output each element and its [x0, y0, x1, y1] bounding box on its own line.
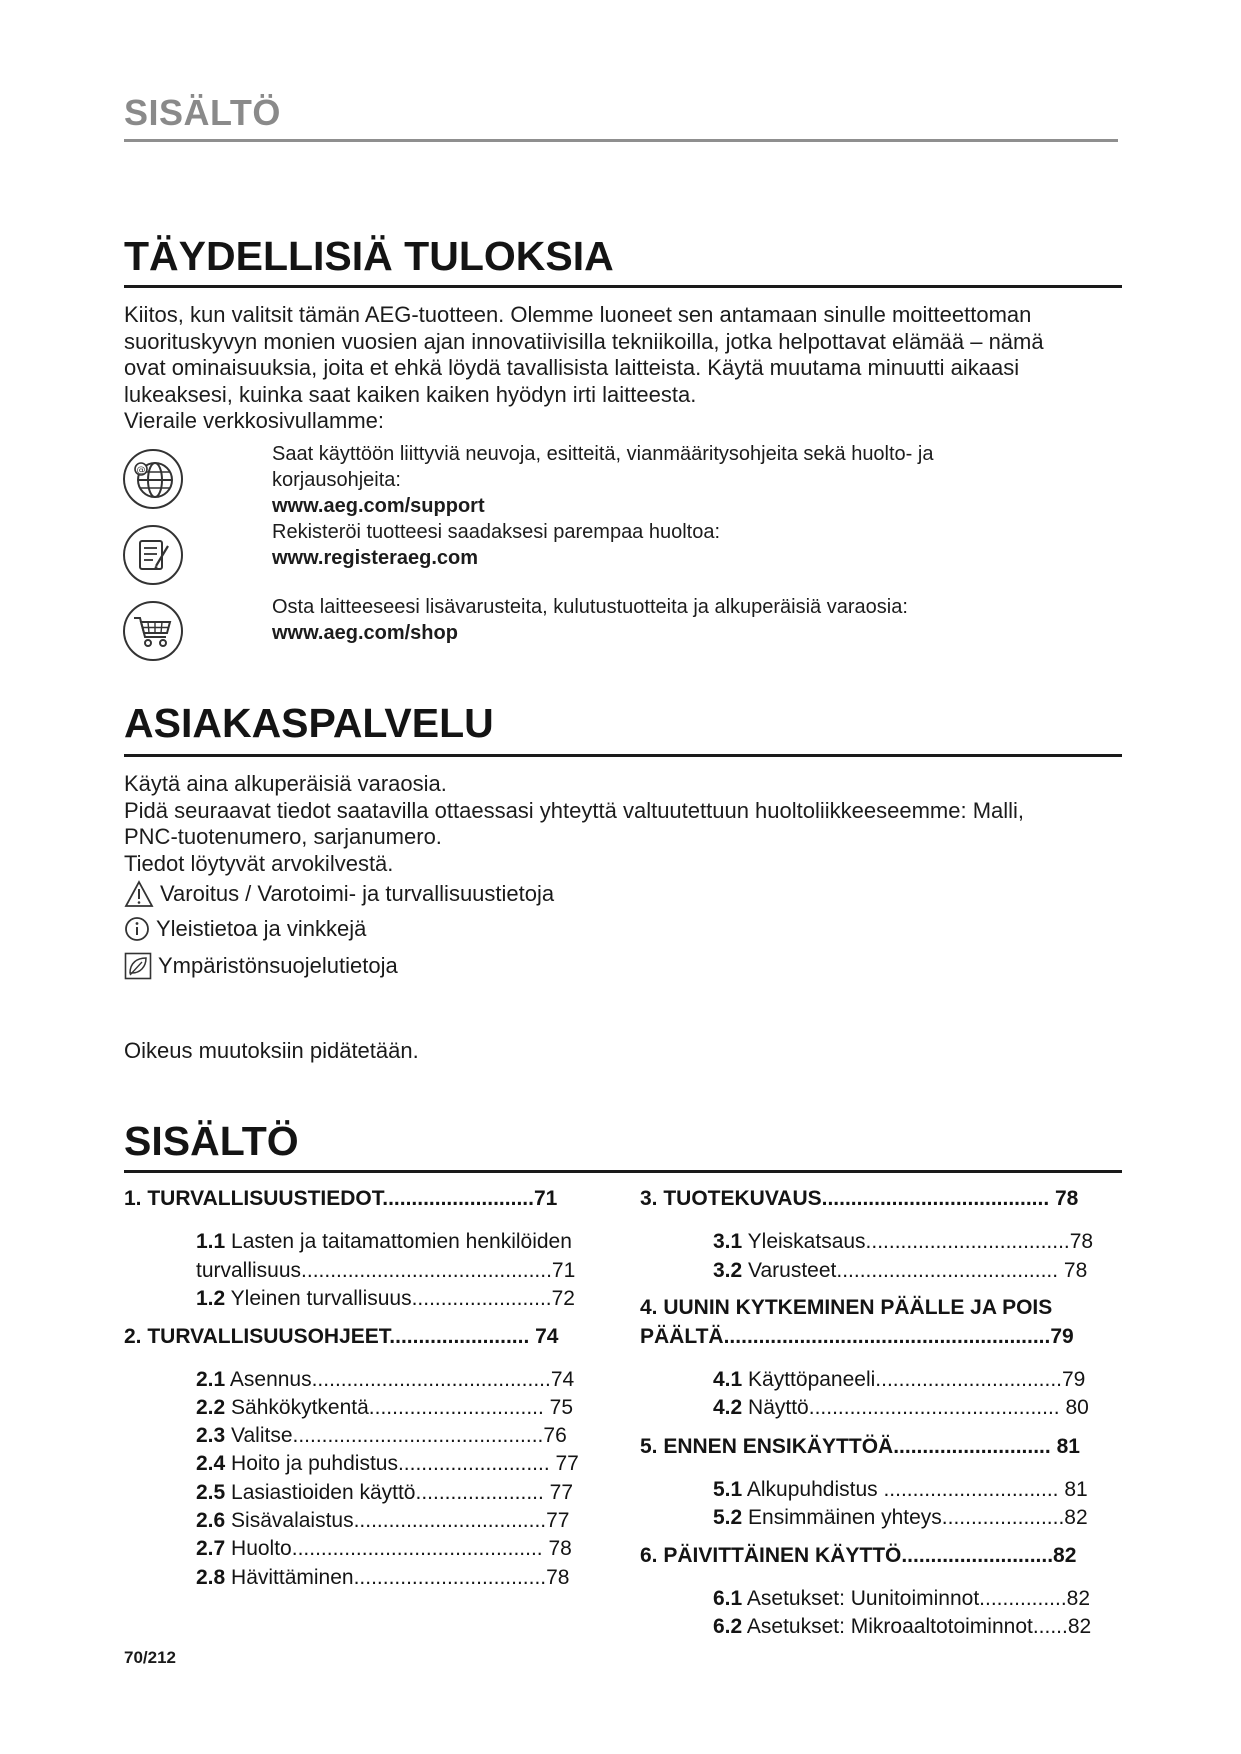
toc-item[interactable]: 2.3 Valitse...........................................76	[196, 1424, 567, 1447]
service-heading: ASIAKASPALVELU	[124, 700, 494, 746]
toc-item-3-1[interactable]: 3.1 Yleiskatsaus...................................78	[713, 1230, 1094, 1253]
service-line: PNC-tuotenumero, sarjanumero.	[124, 824, 442, 849]
service-line: Tiedot löytyvät arvokilvestä.	[124, 850, 394, 876]
results-divider	[124, 285, 1122, 288]
support-text: korjausohjeita:	[272, 469, 401, 491]
toc-section-4-cont[interactable]: PÄÄLTÄ........................................................79	[640, 1325, 1074, 1348]
globe-icon	[122, 448, 184, 510]
toc-item-6-2[interactable]: 6.2 Asetukset: Mikroaaltotoiminnot......82	[713, 1615, 1092, 1638]
disclaimer: Oikeus muutoksiin pidätetään.	[124, 1038, 419, 1063]
toc-item[interactable]: 2.8 Hävittäminen.................................78	[196, 1566, 570, 1589]
contents-divider	[124, 1170, 1122, 1173]
symbol-label: Yleistietoa ja vinkkejä	[156, 916, 367, 941]
svg-text:@: @	[136, 465, 146, 476]
toc-section-6[interactable]: 6. PÄIVITTÄINEN KÄYTTÖ..........................82	[640, 1544, 1077, 1567]
running-header: SISÄLTÖ	[124, 92, 281, 133]
page-number: 70/212	[124, 1648, 176, 1667]
header-divider	[124, 139, 1118, 142]
service-info	[124, 771, 1124, 877]
service-divider	[124, 754, 1122, 757]
toc-item[interactable]: 2.7 Huolto........................................... 78	[196, 1537, 572, 1560]
symbol-label: Varoitus / Varotoimi- ja turvallisuustietoja	[160, 881, 555, 906]
toc-item[interactable]: 2.5 Lasiastioiden käyttö...................... 77	[196, 1481, 574, 1504]
warning-triangle-icon	[124, 880, 154, 908]
toc-item-6-1[interactable]: 6.1 Asetukset: Uunitoiminnot...............82	[713, 1587, 1091, 1610]
intro-line: ovat ominaisuuksia, joita et ehkä löydä tavallisista laitteista. Käytä muutama minuutti aikaasi	[124, 355, 1020, 380]
results-intro	[124, 302, 1124, 435]
intro-line: Kiitos, kun valitsit tämän AEG-tuotteen. Olemme luoneet sen antamaan sinulle moitteettoman	[124, 302, 1032, 327]
symbol-environment	[124, 952, 398, 980]
shop-block	[272, 594, 908, 646]
support-block	[272, 441, 933, 519]
register-text: Rekisteröi tuotteesi saadaksesi parempaa huoltoa:	[272, 521, 721, 543]
register-link[interactable]: www.registeraeg.com	[272, 547, 478, 569]
support-text: Saat käyttöön liittyviä neuvoja, esitteitä, vianmääritysohjeita sekä huolto- ja	[272, 443, 934, 465]
leaf-icon	[124, 952, 152, 980]
symbol-label: Ympäristönsuojelutietoja	[158, 953, 398, 978]
toc-section-2[interactable]: 2. TURVALLISUUSOHJEET........................ 74	[124, 1325, 559, 1348]
intro-line: suorituskyvyn monien vuosien ajan innovatiivisilla tekniikoilla, jotka helpottavat elämää – nämä	[124, 328, 1044, 354]
service-line: Käytä aina alkuperäisiä varaosia.	[124, 771, 447, 796]
toc-item-1-1[interactable]: 1.1 Lasten ja taitamattomien henkilöiden	[196, 1230, 572, 1253]
toc-section-5[interactable]: 5. ENNEN ENSIKÄYTTÖÄ........................... 81	[640, 1435, 1080, 1458]
toc-section-1[interactable]: 1. TURVALLISUUSTIEDOT..........................71	[124, 1187, 558, 1210]
intro-line: lukeaksesi, kuinka saat kaiken kaiken hyödyn irti laitteesta.	[124, 381, 697, 407]
register-form-icon	[122, 524, 184, 586]
toc-item-4-1[interactable]: 4.1 Käyttöpaneeli................................79	[713, 1368, 1086, 1391]
toc-item-5-1[interactable]: 5.1 Alkupuhdistus .............................. 81	[713, 1478, 1088, 1501]
results-heading: TÄYDELLISIÄ TULOKSIA	[124, 233, 614, 279]
symbol-warning	[124, 880, 554, 908]
register-block	[272, 519, 720, 571]
toc-section-4[interactable]: 4. UUNIN KYTKEMINEN PÄÄLLE JA POIS	[640, 1296, 1053, 1319]
toc-item[interactable]: 2.4 Hoito ja puhdistus.......................... 77	[196, 1452, 579, 1475]
toc-section-3[interactable]: 3. TUOTEKUVAUS....................................... 78	[640, 1187, 1079, 1210]
service-line: Pidä seuraavat tiedot saatavilla ottaessasi yhteyttä valtuutettuun huoltoliikkeeseemme: Malli,	[124, 797, 1025, 823]
toc-item-1-2[interactable]: 1.2 Yleinen turvallisuus........................72	[196, 1287, 575, 1310]
toc-item[interactable]: 2.2 Sähkökytkentä.............................. 75	[196, 1396, 574, 1419]
toc-item-1-1-cont[interactable]: turvallisuus...........................................71	[196, 1259, 576, 1282]
shop-text: Osta laitteeseesi lisävarusteita, kulutustuotteita ja alkuperäisiä varaosia:	[272, 596, 908, 618]
shopping-cart-icon	[122, 600, 184, 662]
intro-line: Vieraile verkkosivullamme:	[124, 408, 385, 433]
support-link[interactable]: www.aeg.com/support	[272, 495, 485, 517]
info-icon	[124, 916, 150, 942]
toc-item-5-2[interactable]: 5.2 Ensimmäinen yhteys.....................82	[713, 1506, 1088, 1529]
toc-item[interactable]: 2.6 Sisävalaistus.................................77	[196, 1509, 570, 1532]
shop-link[interactable]: www.aeg.com/shop	[272, 622, 458, 644]
symbol-info	[124, 916, 366, 942]
contents-heading: SISÄLTÖ	[124, 1118, 299, 1164]
toc-item-4-2[interactable]: 4.2 Näyttö........................................... 80	[713, 1396, 1089, 1419]
toc-item[interactable]: 2.1 Asennus.........................................74	[196, 1368, 575, 1391]
toc-item-3-2[interactable]: 3.2 Varusteet...................................... 78	[713, 1259, 1088, 1282]
